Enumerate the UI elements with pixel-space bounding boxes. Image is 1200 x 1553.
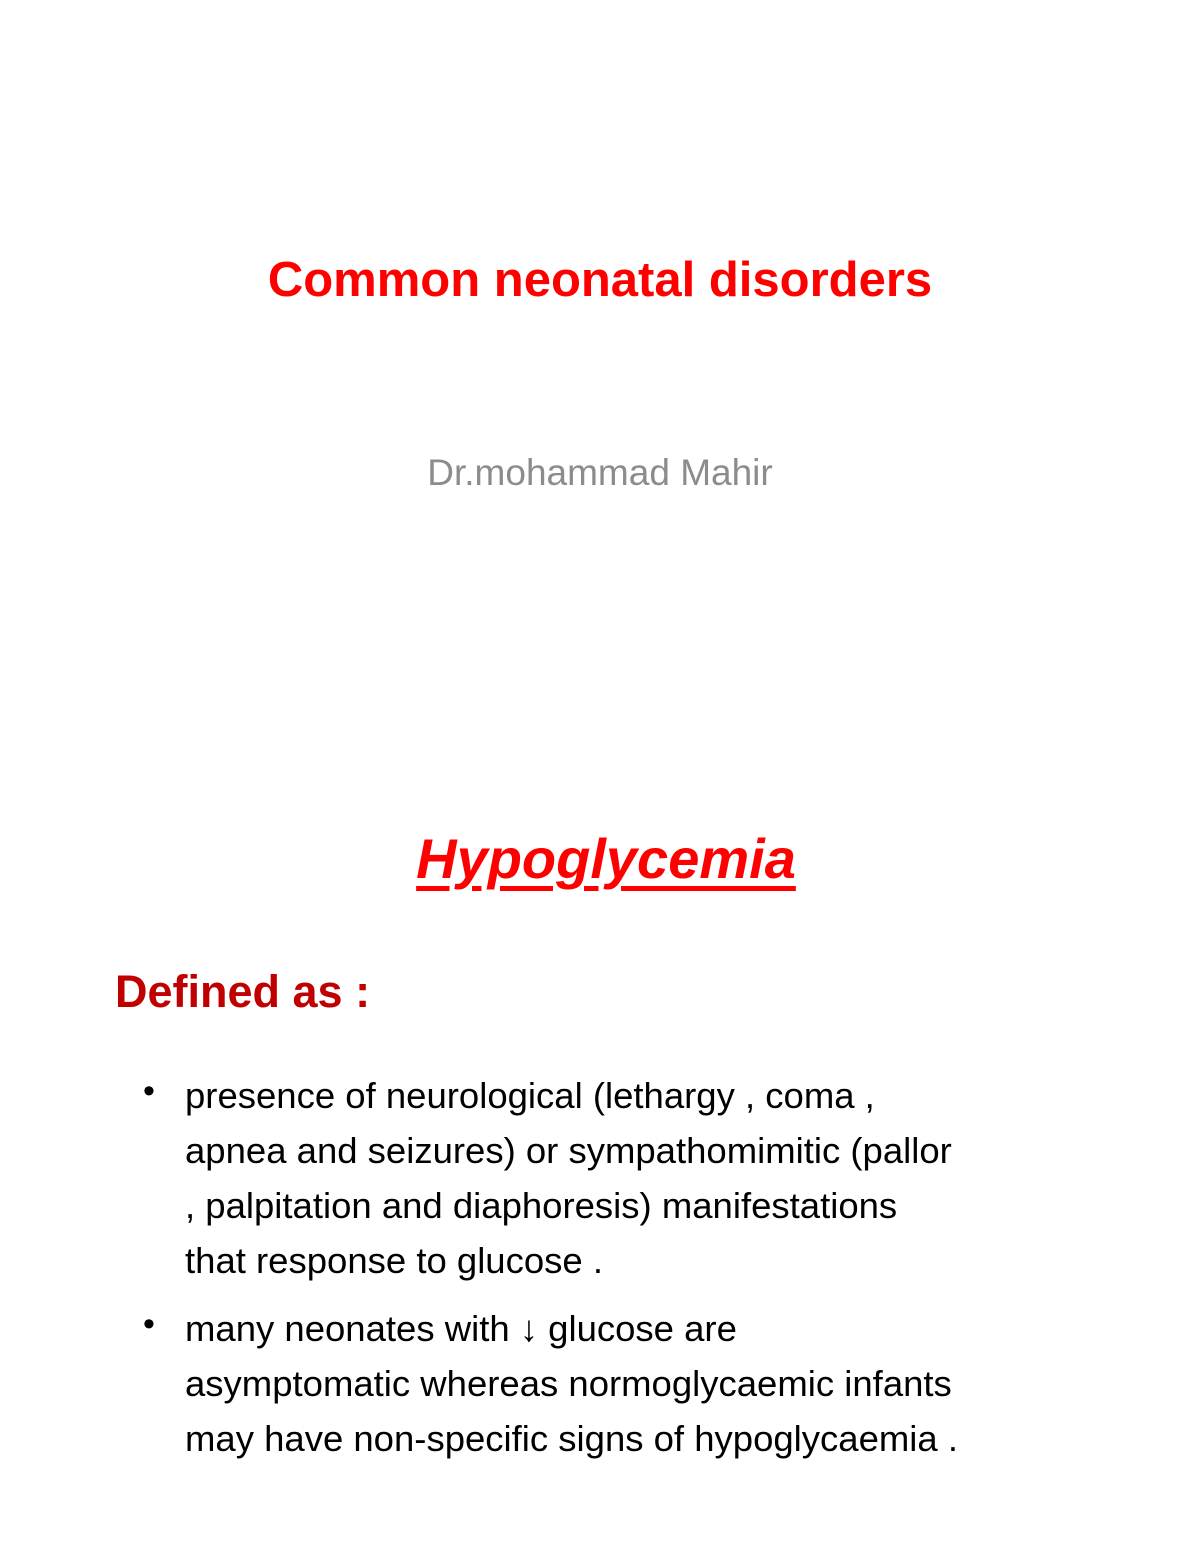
- definition-label: Defined as :: [115, 966, 371, 1017]
- slide-author: Dr.mohammad Mahir: [427, 452, 773, 493]
- bullet-line: presence of neurological (lethargy , coma ,: [185, 1075, 875, 1116]
- bullet-line: may have non-specific signs of hypoglycaemia .: [185, 1418, 958, 1459]
- bullet-line: asymptomatic whereas normoglycaemic infants: [185, 1363, 952, 1404]
- bullet-line: , palpitation and diaphoresis) manifestations: [185, 1185, 898, 1226]
- bullet-icon: •: [143, 1072, 155, 1110]
- bullet-icon: •: [143, 1305, 155, 1343]
- bullet-line: that response to glucose .: [185, 1240, 603, 1281]
- bullet-line: apnea and seizures) or sympathomimitic (pallor: [185, 1130, 952, 1171]
- section-heading: Hypoglycemia: [416, 827, 796, 890]
- slide-title: Common neonatal disorders: [267, 253, 933, 307]
- bullet-line: many neonates with ↓ glucose are: [185, 1308, 737, 1349]
